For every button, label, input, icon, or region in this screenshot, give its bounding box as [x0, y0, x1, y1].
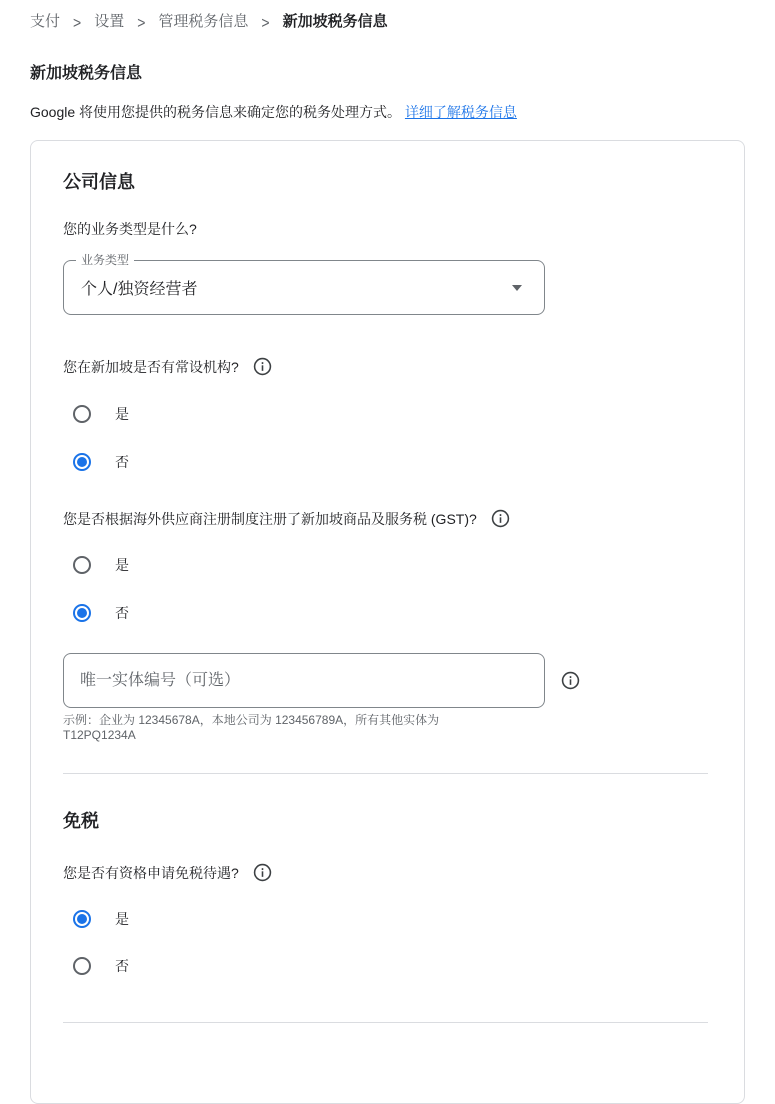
exemption-question: 您是否有资格申请免税待遇? [63, 864, 239, 881]
radio-label: 是 [115, 557, 129, 573]
company-section-title: 公司信息 [63, 172, 135, 192]
page-title: 新加坡税务信息 [30, 65, 143, 82]
gst-question: 您是否根据海外供应商注册制度注册了新加坡商品及服务税 (GST)? [63, 510, 477, 527]
business-type-select[interactable] [63, 253, 545, 315]
radio-label: 否 [115, 605, 129, 621]
breadcrumb-singapore-tax-info: 新加坡税务信息 [282, 13, 388, 30]
learn-more-link[interactable]: 详细了解税务信息 [404, 104, 517, 120]
info-icon[interactable] [561, 671, 580, 690]
business-type-question: 您的业务类型是什么? [63, 221, 197, 237]
breadcrumb [30, 0, 745, 32]
breadcrumb-payments[interactable]: 支付 [30, 13, 61, 30]
exemption-question-row [63, 863, 708, 882]
exemption-option-yes[interactable] [73, 909, 708, 929]
info-icon[interactable] [491, 509, 510, 528]
uen-helper-line-2: T12PQ1234A [63, 728, 136, 742]
radio-label: 是 [115, 406, 129, 422]
uen-helper-text [63, 713, 545, 743]
breadcrumb-settings[interactable]: 设置 [94, 13, 125, 30]
tax-exemption-section-title: 免税 [63, 811, 99, 831]
section-divider [63, 1022, 708, 1023]
radio-icon[interactable] [73, 556, 91, 574]
breadcrumb-manage-tax-info[interactable]: 管理税务信息 [158, 13, 249, 30]
uen-helper-line-1: 示例：企业为 12345678A，本地公司为 123456789A，所有其他实体为 [63, 713, 440, 727]
radio-label: 否 [115, 454, 129, 470]
gst-option-no[interactable] [73, 603, 708, 623]
section-divider [63, 773, 708, 774]
chevron-right-icon: > [137, 12, 146, 32]
page-description [30, 103, 745, 121]
radio-label: 是 [115, 911, 129, 927]
pe-option-yes[interactable] [73, 404, 708, 424]
info-icon[interactable] [253, 357, 272, 376]
exemption-option-no[interactable] [73, 956, 708, 976]
pe-option-no[interactable] [73, 452, 708, 472]
gst-option-yes[interactable] [73, 555, 708, 575]
info-icon[interactable] [253, 863, 272, 882]
gst-question-row [63, 509, 708, 528]
tax-form-card [30, 140, 745, 1104]
radio-label: 否 [115, 958, 129, 974]
chevron-right-icon: > [73, 12, 82, 32]
permanent-establishment-question-row [63, 357, 708, 376]
radio-icon[interactable] [73, 910, 91, 928]
chevron-right-icon: > [261, 12, 270, 32]
permanent-establishment-question: 您在新加坡是否有常设机构? [63, 358, 239, 375]
radio-icon[interactable] [73, 957, 91, 975]
radio-icon[interactable] [73, 604, 91, 622]
radio-icon[interactable] [73, 453, 91, 471]
page-description-text: Google 将使用您提供的税务信息来确定您的税务处理方式。 [30, 104, 402, 120]
business-type-select-value: 个人/独资经营者 [81, 281, 198, 298]
uen-input-row [63, 653, 708, 708]
uen-input[interactable] [63, 653, 545, 708]
radio-icon[interactable] [73, 405, 91, 423]
dropdown-arrow-icon [512, 285, 522, 291]
business-type-select-label: 业务类型 [76, 253, 134, 268]
